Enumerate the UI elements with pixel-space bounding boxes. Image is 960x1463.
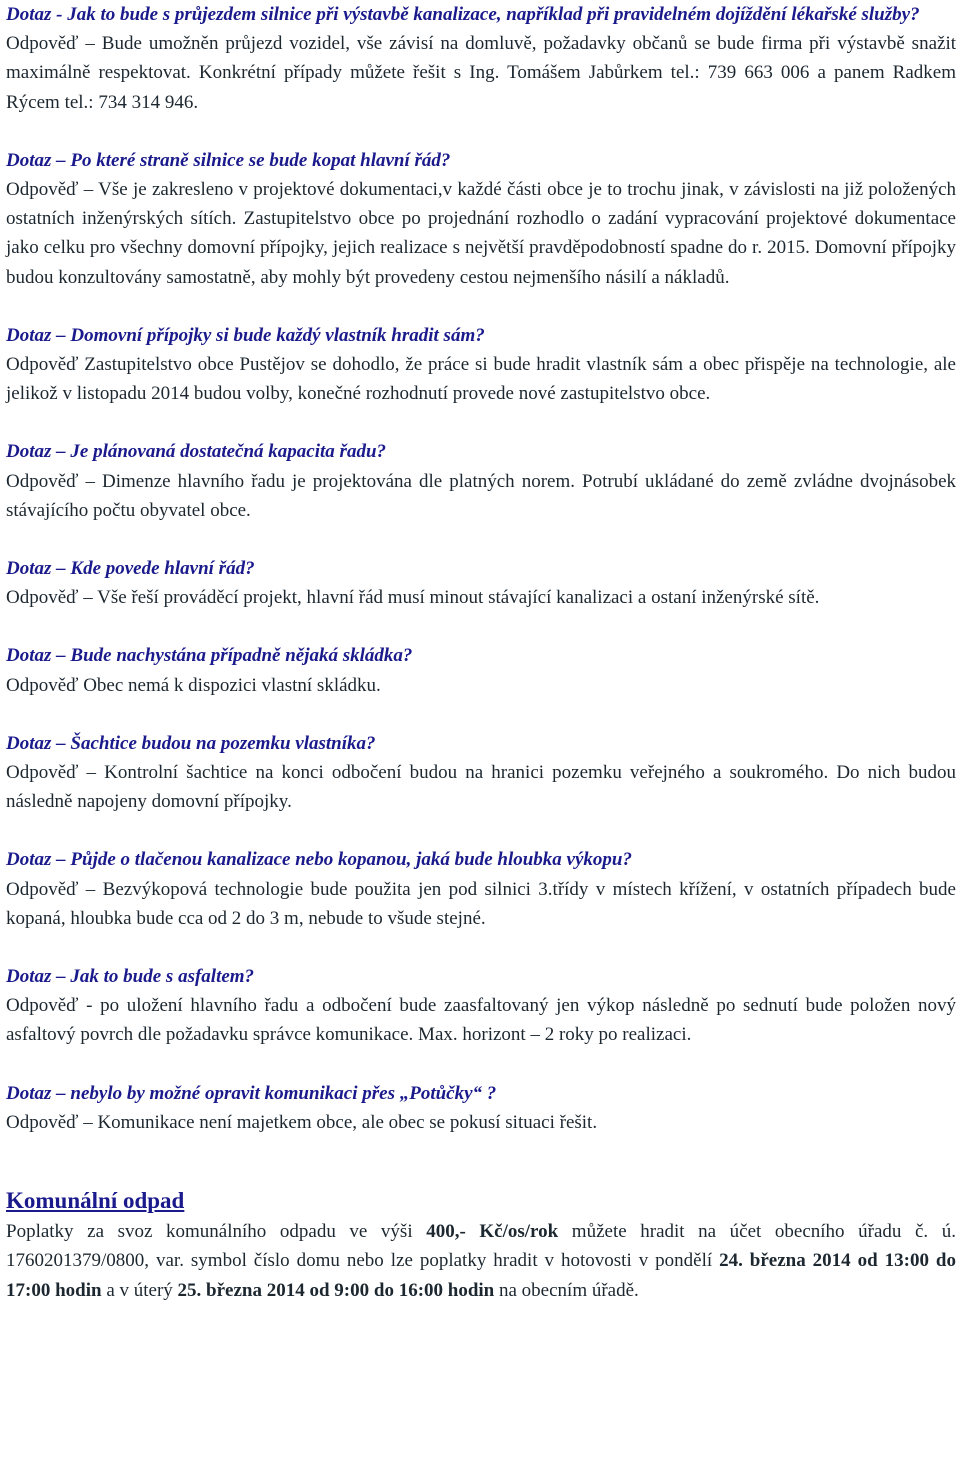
fee-text: a v úterý bbox=[101, 1279, 178, 1301]
qa-item-manholes bbox=[6, 729, 956, 817]
question-text: Dotaz – Jak to bude s asfaltem? bbox=[6, 966, 255, 988]
payment-date-monday: 24. března 2014 od 13:00 do 17:00 hodin bbox=[6, 1250, 956, 1301]
question-text: Dotaz – Po které straně silnice se bude kopat hlavní řád? bbox=[6, 149, 451, 171]
qa-item-main-sewer-side bbox=[6, 146, 956, 292]
answer-text: Odpověď – Bude umožněn průjezd vozidel, vše závisí na domluvě, požadavky občanů se bude firma při výstavbě snažit maximálně respektovat. Konkrétní případy můžete řešit s Ing. Tomášem Jabůrkem tel.: 739 663 006 a panem Radkem Rýcem tel.: 734 314 946. bbox=[6, 33, 956, 113]
payment-date-tuesday: 25. března 2014 od 9:00 do 16:00 hodin bbox=[177, 1279, 495, 1301]
qa-item-road-access bbox=[6, 0, 956, 117]
spacer bbox=[6, 1050, 956, 1079]
answer-text: Odpověď – Komunikace není majetkem obce, ale obec se pokusí situaci řešit. bbox=[6, 1111, 598, 1133]
waste-fee-paragraph bbox=[6, 1217, 956, 1305]
question-text: Dotaz – Bude nachystána případně nějaká skládka? bbox=[6, 645, 413, 667]
spacer bbox=[6, 933, 956, 962]
question-text: Dotaz – nebylo by možné opravit komunikaci přes „Potůčky“ ? bbox=[6, 1082, 497, 1104]
qa-item-excavation bbox=[6, 845, 956, 933]
question-text: Dotaz – Šachtice budou na pozemku vlastníka? bbox=[6, 732, 376, 754]
qa-item-capacity bbox=[6, 437, 956, 525]
section-heading: Komunální odpad bbox=[6, 1188, 185, 1214]
qa-item-asphalt bbox=[6, 962, 956, 1050]
spacer bbox=[6, 700, 956, 729]
spacer bbox=[6, 612, 956, 641]
document-page bbox=[6, 0, 956, 1305]
spacer bbox=[6, 1137, 956, 1185]
answer-text: Odpověď Obec nemá k dispozici vlastní skládku. bbox=[6, 674, 381, 696]
spacer bbox=[6, 408, 956, 437]
spacer bbox=[6, 525, 956, 554]
question-text: Dotaz – Půjde o tlačenou kanalizace nebo kopanou, jaká bude hloubka výkopu? bbox=[6, 849, 632, 871]
question-text: Dotaz – Domovní přípojky si bude každý vlastník hradit sám? bbox=[6, 324, 485, 346]
fee-amount: 400,- Kč/os/rok bbox=[426, 1221, 559, 1243]
spacer bbox=[6, 816, 956, 845]
question-text: Dotaz – Je plánovaná dostatečná kapacita řadu? bbox=[6, 441, 387, 463]
qa-item-potucky-road bbox=[6, 1079, 956, 1137]
qa-item-dump bbox=[6, 641, 956, 699]
question-text: Dotaz - Jak to bude s průjezdem silnice při výstavbě kanalizace, například při pravidelném dojíždění lékařské služby? bbox=[6, 4, 920, 25]
fee-text: můžete hradit na účet obecního úřadu č. ú. 1760201379/0800, var. symbol číslo domu nebo lze poplatky hradit v hotovosti v pondělí bbox=[6, 1221, 957, 1272]
question-text: Dotaz – Kde povede hlavní řád? bbox=[6, 558, 255, 580]
answer-text: Odpověď - po uložení hlavního řadu a odbočení bude zaasfaltovaný jen výkop následně po sednutí bude položen nový asfaltový povrch dle požadavku správce komunikace. Max. horizont – 2 roky po realizaci. bbox=[6, 995, 956, 1046]
answer-text: Odpověď – Dimenze hlavního řadu je projektována dle platných norem. Potrubí ukládané do země zvládne dvojnásobek stávajícího počtu obyvatel obce. bbox=[6, 470, 956, 521]
answer-text: Odpověď – Bezvýkopová technologie bude použita jen pod silnici 3.třídy v místech křížení, v ostatních případech bude kopaná, hloubka bude cca od 2 do 3 m, nebude to všude stejné. bbox=[6, 878, 956, 929]
fee-text: na obecním úřadě. bbox=[494, 1279, 639, 1301]
qa-item-house-connections bbox=[6, 321, 956, 409]
answer-text: Odpověď Zastupitelstvo obce Pustějov se dohodlo, že práce si bude hradit vlastník sám a obec přispěje na technologie, ale jelikož v listopadu 2014 budou volby, konečné rozhodnutí provede nové zastupitelstvo obce. bbox=[6, 354, 956, 405]
answer-text: Odpověď – Vše řeší prováděcí projekt, hlavní řád musí minout stávající kanalizaci a ostaní inženýrské sítě. bbox=[6, 587, 820, 609]
qa-item-route bbox=[6, 554, 956, 612]
fee-text: Poplatky za svoz komunálního odpadu ve výši bbox=[6, 1221, 427, 1243]
spacer bbox=[6, 117, 956, 146]
answer-text: Odpověď – Kontrolní šachtice na konci odbočení budou na hranici pozemku veřejného a soukromého. Do nich budou následně napojeny domovní přípojky. bbox=[6, 762, 956, 813]
answer-text: Odpověď – Vše je zakresleno v projektové dokumentaci,v každé části obce je to trochu jinak, v závislosti na již položených ostatních inženýrských sítích. Zastupitelstvo obce po projednání rozhodlo o zadání vypracování projektové dokumentace jako celku pro všechny domovní přípojky, jejich realizace s největší pravděpodobností spadne do r. 2015. Domovní přípojky budou konzultovány samostatně, aby mohly být provedeny cestou nejmenšího násilí a nákladů. bbox=[6, 179, 956, 288]
spacer bbox=[6, 292, 956, 321]
